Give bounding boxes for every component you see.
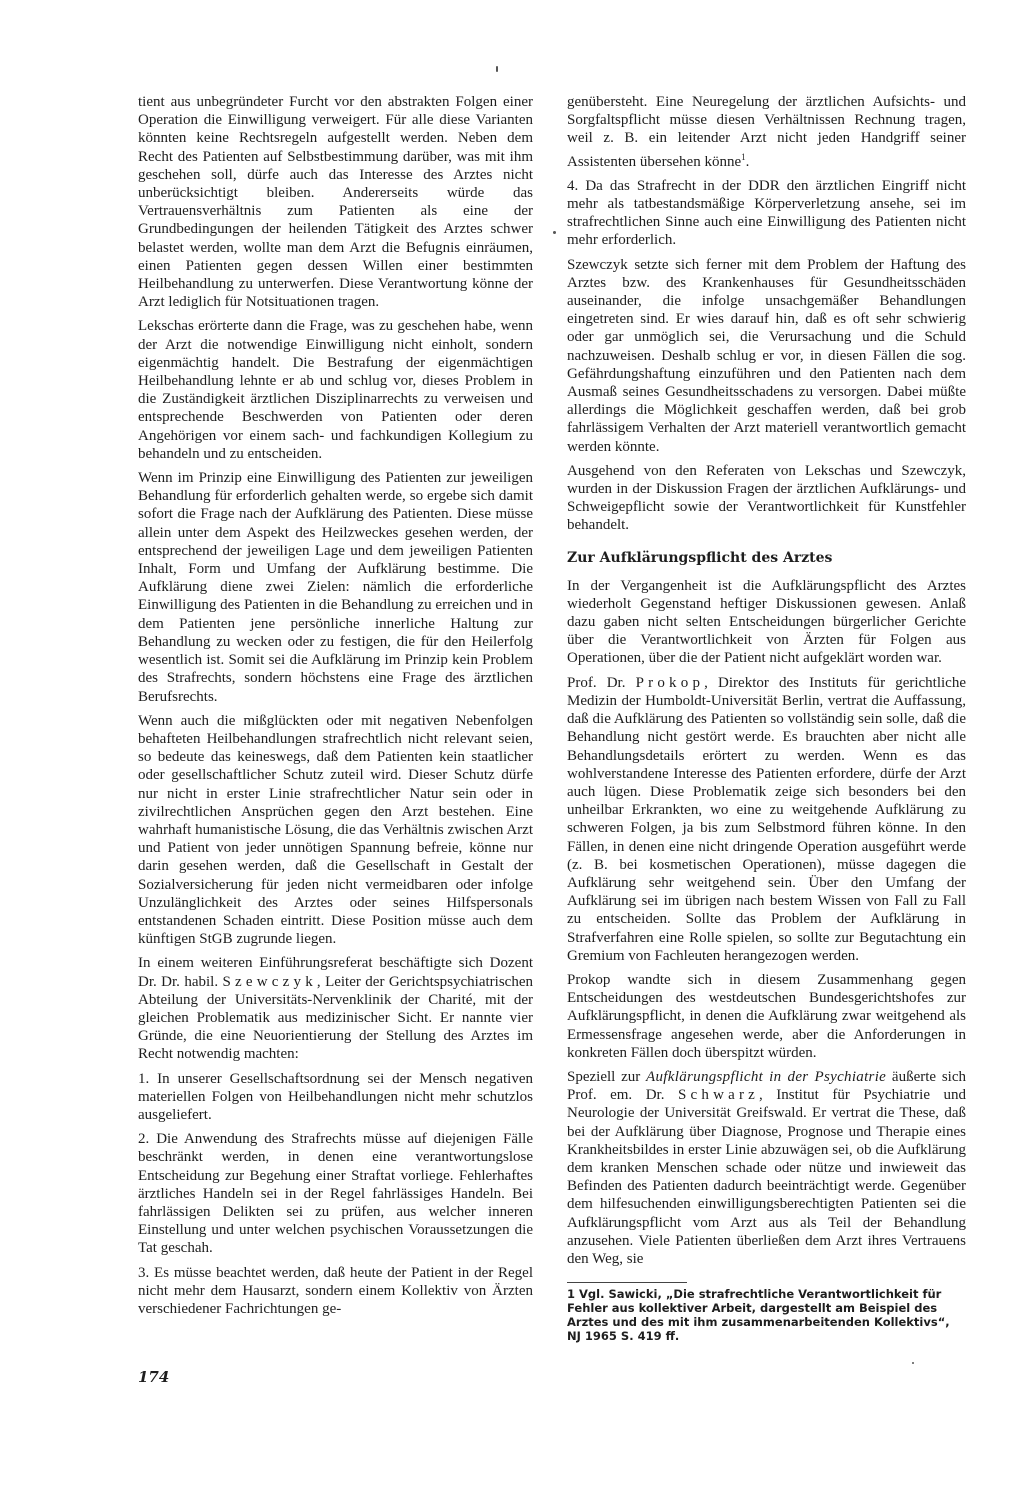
paragraph: Wenn im Prinzip eine Einwilligung des Patienten zur jeweiligen Behandlung für erforderlich gehalten werde, so ergebe sich damit sofort die Frage nach der Aufklärung des Patienten. Diese müsse allein unter dem Aspekt des Heilzweckes gesehen werden, der entsprechend der jeweiligen Lage und dem jeweiligen Patienten Inhalt, Form und Umfang der Aufklärung bestimme. Die Aufklärung diene zwei Zielen: nämlich die erforderliche Einwilligung des Patienten in die Behandlung zu erreichen und in dem Patienten jene persönliche innerliche Haltung zur Behandlung zu wecken oder zu festigen, die für den Heilerfolg wesentlich ist. Somit sei die Aufklärung im Prinzip kein Problem des Strafrechts, sondern höchstens eine Frage des ärztlichen Berufsrechts. — [138, 470, 533, 705]
page-number: 174 — [138, 1368, 170, 1386]
paragraph — [567, 674, 966, 965]
text-run: Speziell zur — [567, 1068, 641, 1085]
text-run: , Institut für Psychiatrie und Neurologie der Universität Greifswald. Er vertrat die These, daß bei der Aufklärung über Diagnose, Prognose und Therapie eines Krankheitsbildes in erster Linie abzuwägen sei, ob die Aufklärung dem kranken Menschen schade oder nütze und inwieweit das Befinden des Patienten dadurch beeinträchtigt werde. Gegenüber dem hilfesuchenden einwilligungsberechtigten Patienten sei die Aufklärungspflicht vom Arzt aus als Teil der Behandlung anzusehen. Viele Patienten überließen dem Arzt ihres Vertrauens den Weg, sie — [567, 1087, 966, 1267]
list-item: 3. Es müsse beachtet werden, daß heute der Patient in der Regel nicht mehr dem Hausarzt, sondern einem Kollektiv von Ärzten verschiedener Fachrichtungen ge- — [138, 1264, 533, 1317]
text-run: äußerte sich Prof. em. Dr. — [567, 1068, 966, 1104]
text-run: genübersteht. Eine Neuregelung der ärztlichen Aufsichts- und Sorgfaltspflicht müsse diesen Verhältnissen Rechnung tragen, weil z. B. ein leitender Arzt nicht jeden Handgriff seiner Assistenten übersehen könne — [567, 94, 966, 170]
text-run: , Leiter der Gerichtspsychiatrischen Abteilung der Universitäts-Nervenklinik der Charité, mit der gleichen Problematik aus medizinischer Sicht. Er nannte vier Gründe, die eine Neuorientierung der Stellung des Arztes im Recht notwendig machten: — [138, 973, 533, 1063]
text-run: , Direktor des Instituts für gerichtliche Medizin der Humboldt-Universität Berlin, vertrat die Auffassung, daß die Aufklärung des Patienten so vollständig sein solle, daß die Behandlung nicht gestört werde. Es brauchten aber nicht alle Behandlungsdetails erörtert zu werden. Wenn es das wohlverstandene Interesse des Patienten erfordere, dürfe der Arzt auch lügen. Diese Problematik zeige sich besonders bei den unheilbar Erkrankten, wo eine zu weitgehende Aufklärung zu schweren Folgen, ja bis zum Selbstmord führen könne. In den Fällen, in denen eine nicht dringende Operation ausgeführt werde (z. B. bei kosmetischen Operationen), müsse dagegen die Aufklärung sehr weitgehend sein. Über den Umfang der Aufklärung sei im übrigen nach bestem Wissen von Fall zu Fall zu entscheiden. Sollte das Problem der Aufklärung in Strafverfahren eine Rolle spielen, so sollte zur Begutachtung ein Gremium von Fachleuten herangezogen werden. — [567, 674, 967, 964]
text-run: . — [745, 153, 750, 170]
list-item: 4. Da das Strafrecht in der DDR den ärztlichen Eingriff nicht mehr als tatbestandsmäßige Körperverletzung ansehe, sei im strafrechtlichen Sinne auch eine Einwilligung des Patienten nicht mehr erforderlich. — [567, 177, 966, 249]
paragraph: Lekschas erörterte dann die Frage, was zu geschehen habe, wenn der Arzt die notwendige Einwilligung nicht einholt, sondern eigenmächtig handelt. Die Bestrafung der eigenmächtigen Heilbehandlung lehnte er ab und schlug vor, dieses Problem in die Zuständigkeit ärztlichen Disziplinarrechts zu verweisen und entsprechende Beschwerden von Patienten oder deren Angehörigen vor einem sach- und fachkundigen Kollegium zu behandeln und zu entscheiden. — [138, 318, 533, 462]
scan-speck — [496, 66, 498, 72]
scan-speck — [912, 1362, 914, 1364]
footnote-reference: 1 — [741, 151, 746, 162]
paragraph: In der Vergangenheit ist die Aufklärungspflicht des Arztes wiederholt Gegenstand heftiger Diskussionen gewesen. Anlaß dazu gaben nicht selten Entscheidungen bürgerlicher Gerichte über die Verantwortlichkeit von Ärzten für Folgen aus Operationen, über die der Patient nicht aufgeklärt worden war. — [567, 577, 966, 667]
scan-speck — [553, 231, 556, 234]
section-heading: Zur Aufklärungspflicht des Arztes — [567, 549, 833, 566]
paragraph: tient aus unbegründeter Furcht vor den abstrakten Folgen einer Operation die Einwilligung verweigert. Für alle diese Varianten könnten keine Rechtsregeln aufgestellt werden. Neben dem Recht des Patienten auf Selbstbestimmung darüber, was mit ihm geschehen soll, dürfe auch das Interesse des Arztes nicht unberücksichtigt bleiben. Andererseits würde das Vertrauensverhältnis zum Patienten als eine der Grundbedingungen der heilenden Tätigkeit des Arztes schwer belastet werden, wollte man dem Arzt die Befugnis einräumen, einen Patienten gegen dessen Willen einer bestimmten Heilbehandlung zu unterwerfen. Diese Verantwortung könne der Arzt lediglich für Notsituationen tragen. — [138, 94, 533, 311]
footnote: 1 Vgl. Sawicki, „Die strafrechtliche Verantwortlichkeit für Fehler aus kollektiver Arbeit, dargestellt am Beispiel des Arztes und des mit ihm zusammenarbeitenden Kollektivs“, NJ 1965 S. 419 ff. — [567, 1287, 950, 1344]
paragraph: Wenn auch die mißglückten oder mit negativen Nebenfolgen behafteten Heilbehandlungen strafrechtlich nicht relevant seien, so bedeute das keineswegs, daß dem Patienten kein staatlicher oder gesellschaftlicher Schutz zuteil wird. Dieser Schutz dürfe nur nicht in erster Linie strafrechtlicher Natur sein oder in zivilrechtlichen Ansprüchen gegen den Arzt bestehen. Eine wahrhaft humanistische Lösung, die das Verhältnis zwischen Arzt und Patient von jeder unnötigen Spannung befreie, könne nur darin gesehen werden, daß die Gesellschaft in Gestalt der Sozialversicherung für jeden nicht vermeidbaren oder infolge Unzulänglichkeit des Arztes oder seines Hilfspersonals entstandenen Schaden eintritt. Diese Position müsse auch dem künftigen StGB zugrunde liegen. — [138, 712, 533, 948]
paragraph: Szewczyk setzte sich ferner mit dem Problem der Haftung des Arztes bzw. des Krankenhauses für Gesundheitsschäden auseinander, die infolge unsachgemäßer Behandlungen eingetreten sind. Er wies darauf hin, daß es oft sehr schwierig oder gar unmöglich sei, die Verursachung und die Schuld nachzuweisen. Deshalb schlug er vor, in diesen Fällen die sog. Gefährdungshaftung einzuführen und den Patienten nach dem Ausmaß seines Gesundheitsschadens zu versorgen. Dabei müßte allerdings die Möglichkeit geschaffen werden, daß bei grob fahrlässigem Verhalten der Arzt materiell verantwortlich gemacht werden könnte. — [567, 256, 966, 455]
paragraph — [138, 954, 533, 1063]
text-run: Prof. Dr. — [567, 674, 626, 691]
paragraph — [567, 93, 966, 171]
person-name: Prokop — [635, 674, 705, 691]
right-column — [567, 93, 966, 1349]
text-run: In einem weiteren Einführungsreferat beschäftigte sich Dozent Dr. Dr. habil. — [138, 955, 533, 990]
emphasized-text: Aufklärungspflicht in der Psychiatrie — [646, 1068, 887, 1085]
person-name: Schwarz — [677, 1087, 760, 1104]
paragraph: Ausgehend von den Referaten von Lekschas und Szewczyk, wurden in der Diskussion Fragen der ärztlichen Aufklärungs- und Schweigepflicht sowie der Verantwortlichkeit für Kunstfehler behandelt. — [567, 462, 966, 534]
person-name: Szewczyk — [222, 973, 317, 990]
list-item: 1. In unserer Gesellschaftsordnung sei der Mensch negativen materiellen Folgen von Heilbehandlungen nicht mehr schutzlos ausgeliefert. — [138, 1070, 533, 1123]
paragraph — [567, 1068, 966, 1268]
left-column — [138, 93, 533, 1324]
footnote-divider — [567, 1282, 687, 1283]
list-item: 2. Die Anwendung des Strafrechts müsse auf diejenigen Fälle beschränkt werden, in denen eine verantwortungslose Entscheidung zur Begehung einer Straftat vorliege. Fehlerhaftes ärztliches Handeln sei in der Regel fahrlässiges Handeln. Bei fahrlässigen Delikten sei zu prüfen, aus welcher inneren Einstellung und unter welchen psychischen Voraussetzungen die Tat geschah. — [138, 1131, 533, 1257]
paragraph: Prokop wandte sich in diesem Zusammenhang gegen Entscheidungen des westdeutschen Bundesgerichtshofes zur Aufklärungspflicht, in denen die Aufklärung zwar weitgehend als Ermessensfrage angesehen werde, aber die Anforderungen in konkreten Fällen doch überspitzt würden. — [567, 971, 966, 1061]
